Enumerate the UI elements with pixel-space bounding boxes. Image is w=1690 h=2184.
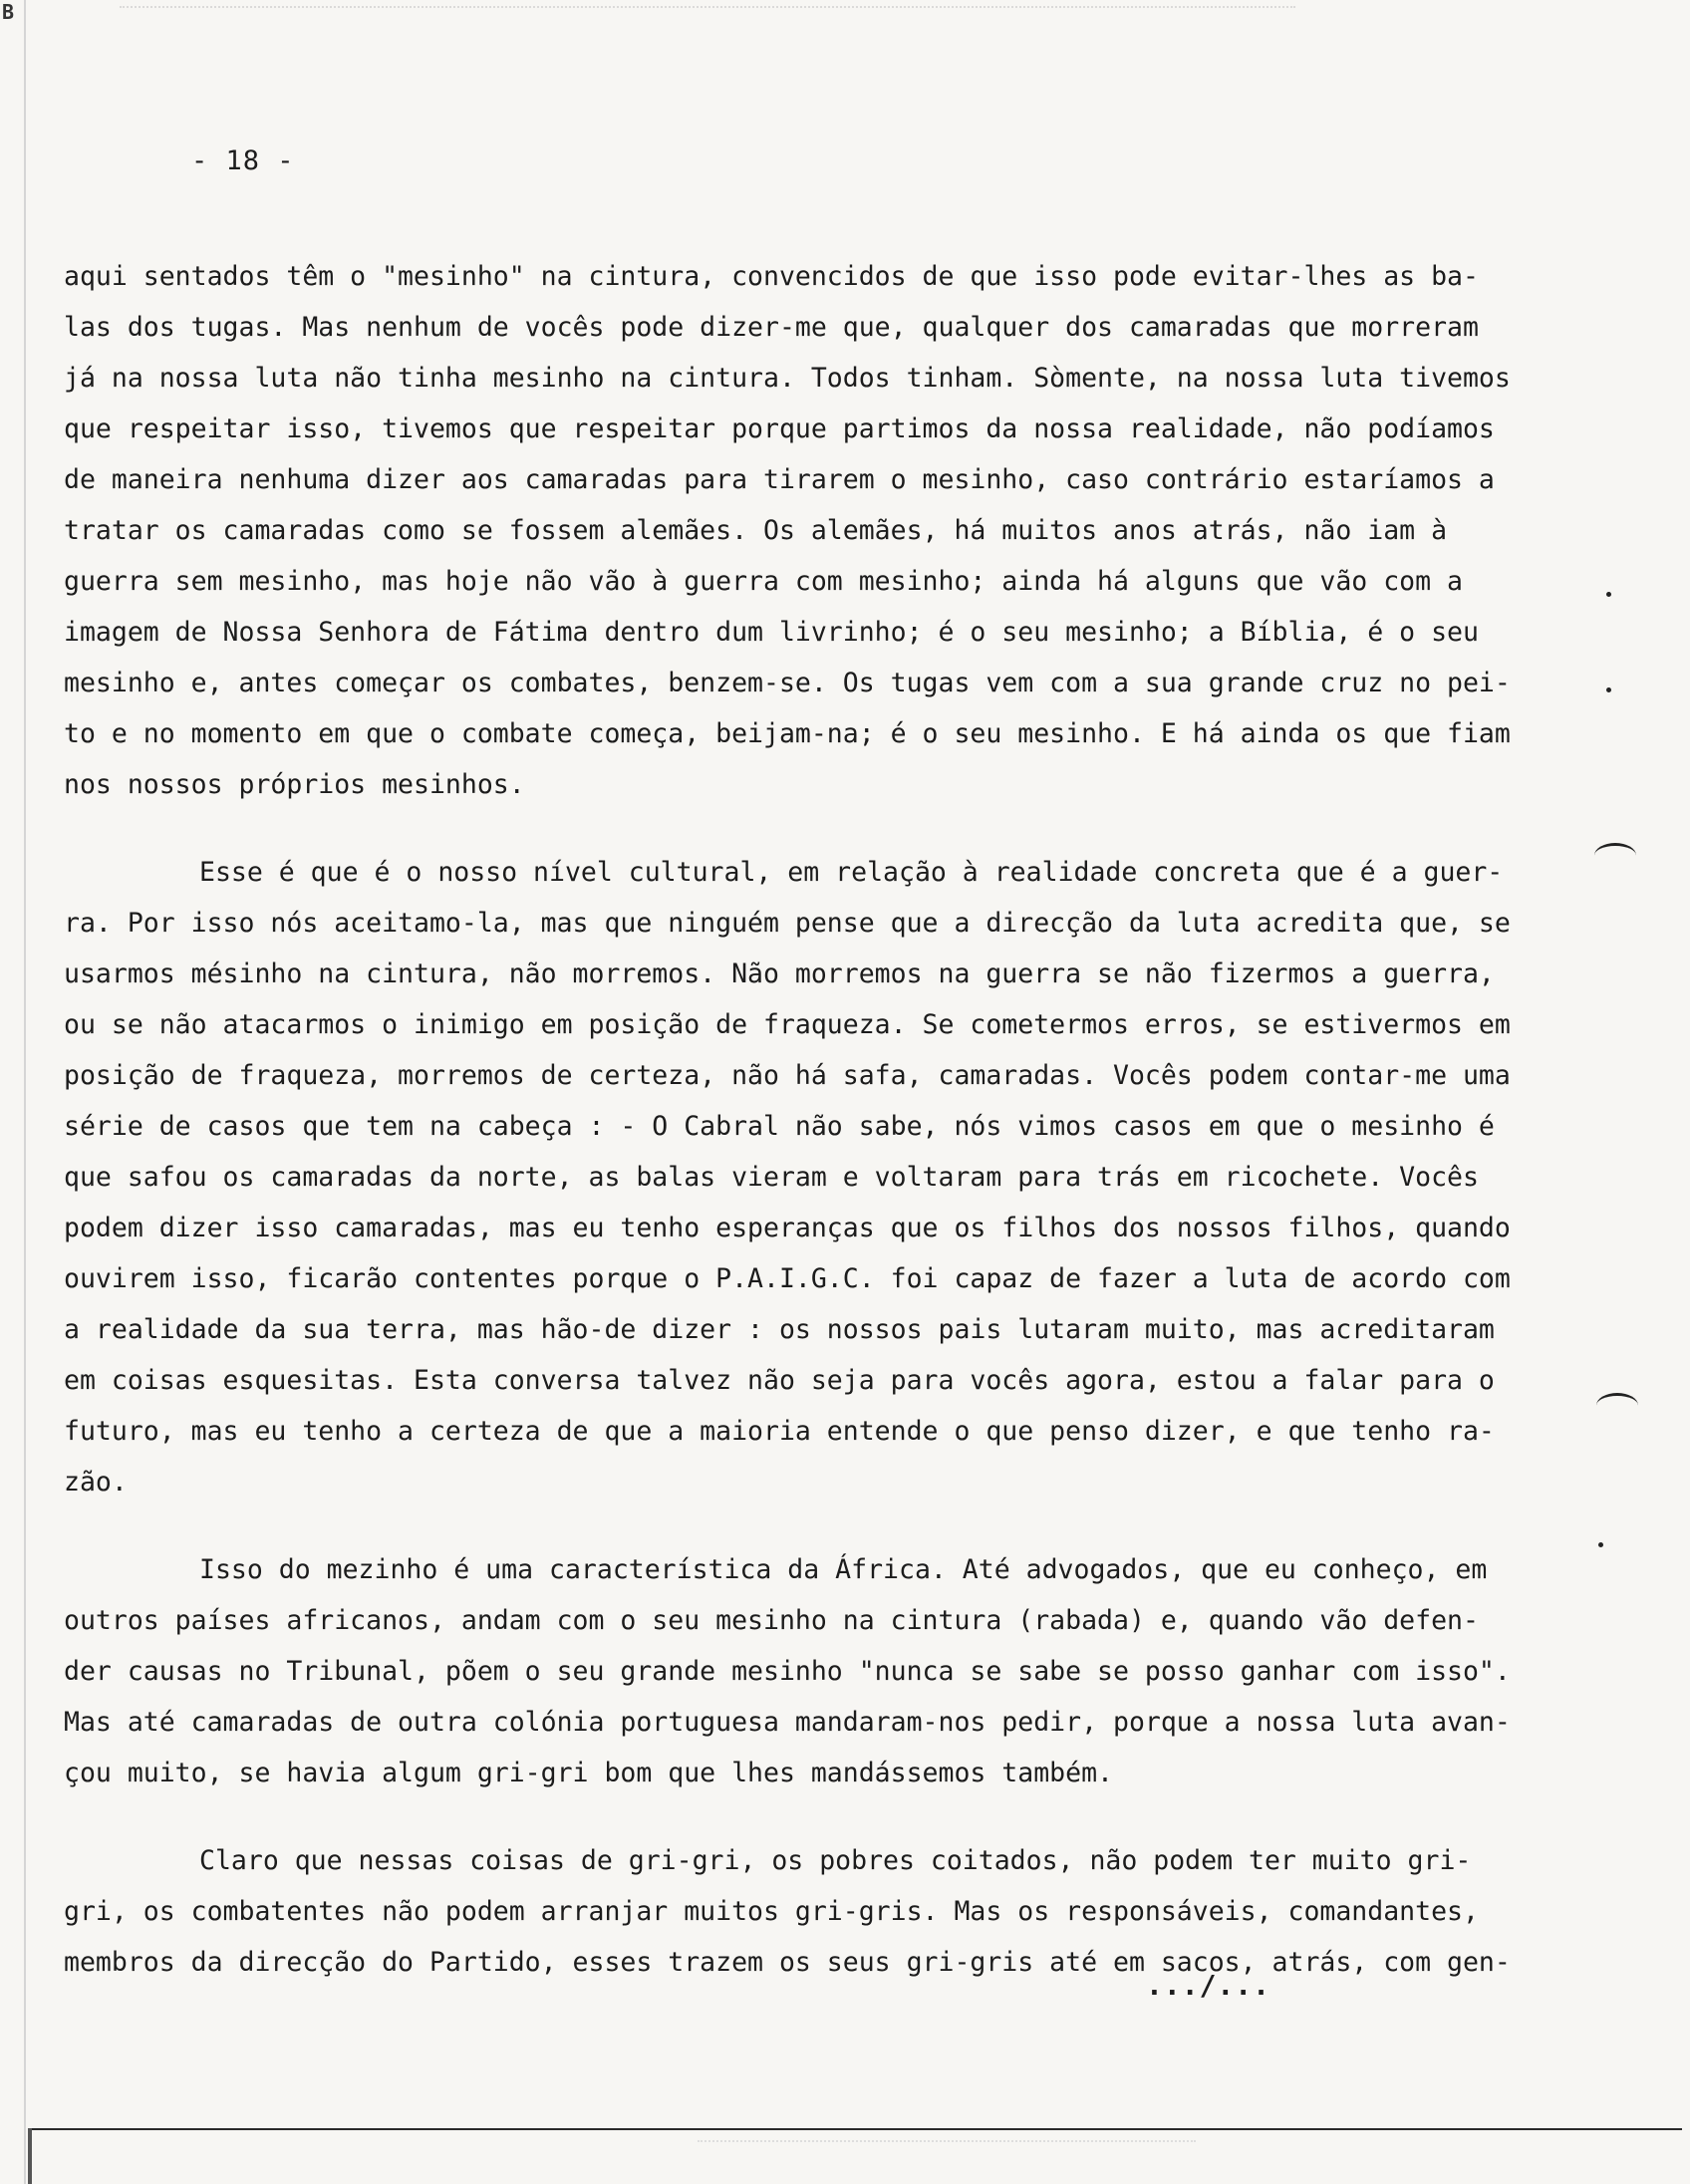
- page-mark: B: [2, 0, 15, 24]
- text-line: ouvirem isso, ficarão contentes porque o P.A.I.G.C. foi capaz de fazer a luta de acordo com: [64, 1263, 1511, 1294]
- text-line: las dos tugas. Mas nenhum de vocês pode dizer-me que, qualquer dos camaradas que morreram: [64, 312, 1479, 343]
- text-line: série de casos que tem na cabeça : - O Cabral não sabe, nós vimos casos em que o mesinho é: [64, 1111, 1495, 1142]
- continuation-mark: .../...: [1146, 1969, 1271, 2002]
- text-line: Claro que nessas coisas de gri-gri, os pobres coitados, não podem ter muito gri-: [199, 1845, 1472, 1876]
- text-line: der causas no Tribunal, põem o seu grande mesinho "nunca se sabe se posso ganhar com isso".: [64, 1656, 1511, 1687]
- text-line: gri, os combatentes não podem arranjar muitos gri-gris. Mas os responsáveis, comandantes,: [64, 1896, 1479, 1927]
- text-line: de maneira nenhuma dizer aos camaradas para tirarem o mesinho, caso contrário estaríamos a: [64, 464, 1495, 495]
- page-number: - 18 -: [191, 145, 295, 176]
- text-line: imagem de Nossa Senhora de Fátima dentro dum livrinho; é o seu mesinho; a Bíblia, é o seu: [64, 617, 1479, 648]
- text-line: nos nossos próprios mesinhos.: [64, 769, 525, 800]
- margin-dot: [1606, 592, 1611, 597]
- text-line: ou se não atacarmos o inimigo em posição de fraqueza. Se cometermos erros, se estivermos em: [64, 1009, 1511, 1040]
- text-line: em coisas esquesitas. Esta conversa talvez não seja para vocês agora, estou a falar para o: [64, 1365, 1495, 1396]
- paragraph-gap: [64, 1507, 1499, 1544]
- paragraph-gap: [64, 1798, 1499, 1835]
- margin-dot: [1606, 687, 1611, 692]
- text-line: aqui sentados têm o "mesinho" na cintura, convencidos de que isso pode evitar-lhes as ba-: [64, 261, 1479, 292]
- text-line: Mas até camaradas de outra colónia portuguesa mandaram-nos pedir, porque a nossa luta avan-: [64, 1707, 1511, 1738]
- text-line: a realidade da sua terra, mas hão-de dizer : os nossos pais lutaram muito, mas acreditaram: [64, 1314, 1495, 1345]
- text-line: posição de fraqueza, morremos de certeza, não há safa, camaradas. Vocês podem contar-me uma: [64, 1060, 1511, 1091]
- bottom-rule: [28, 2128, 1682, 2130]
- text-line: que respeitar isso, tivemos que respeitar porque partimos da nossa realidade, não podíamos: [64, 413, 1495, 444]
- text-line: Isso do mezinho é uma característica da África. Até advogados, que eu conheço, em: [199, 1554, 1488, 1585]
- text-line: já na nossa luta não tinha mesinho na cintura. Todos tinham. Sòmente, na nossa luta tivemos: [64, 363, 1511, 394]
- text-line: futuro, mas eu tenho a certeza de que a maioria entende o que penso dizer, e que tenho ra-: [64, 1416, 1495, 1447]
- margin-mark: [1596, 1393, 1638, 1418]
- text-line: tratar os camaradas como se fossem alemães. Os alemães, há muitos anos atrás, não iam à: [64, 515, 1448, 546]
- text-line: zão.: [64, 1467, 128, 1498]
- margin-mark: [1594, 843, 1636, 868]
- text-line: Esse é que é o nosso nível cultural, em relação à realidade concreta que é a guer-: [199, 857, 1504, 888]
- text-line: ra. Por isso nós aceitamo-la, mas que ninguém pense que a direcção da luta acredita que, se: [64, 908, 1511, 939]
- text-line: outros países africanos, andam com o seu mesinho na cintura (rabada) e, quando vão defen-: [64, 1605, 1479, 1636]
- margin-dot: [1598, 1542, 1603, 1547]
- text-line: usarmos mésinho na cintura, não morremos. Não morremos na guerra se não fizermos a guerra,: [64, 958, 1495, 989]
- text-line: que safou os camaradas da norte, as balas vieram e voltaram para trás em ricochete. Vocês: [64, 1162, 1479, 1193]
- scan-noise-bottom: [698, 2140, 1196, 2172]
- text-line: podem dizer isso camaradas, mas eu tenho esperanças que os filhos dos nossos filhos, quando: [64, 1213, 1511, 1243]
- text-line: guerra sem mesinho, mas hoje não vão à guerra com mesinho; ainda há alguns que vão com a: [64, 566, 1463, 597]
- text-line: çou muito, se havia algum gri-gri bom que lhes mandássemos também.: [64, 1758, 1113, 1788]
- text-line: membros da direcção do Partido, esses trazem os seus gri-gris até em sacos, atrás, com gen-: [64, 1947, 1511, 1978]
- paragraph-gap: [64, 810, 1499, 847]
- bottom-left-tick: [28, 2128, 32, 2184]
- document-body: [64, 251, 1511, 1988]
- left-margin-rule: [24, 0, 26, 2184]
- text-line: mesinho e, antes começar os combates, benzem-se. Os tugas vem com a sua grande cruz no pei-: [64, 668, 1511, 698]
- text-line: to e no momento em que o combate começa, beijam-na; é o seu mesinho. E há ainda os que fiam: [64, 718, 1511, 749]
- scan-noise-top: [120, 6, 1295, 14]
